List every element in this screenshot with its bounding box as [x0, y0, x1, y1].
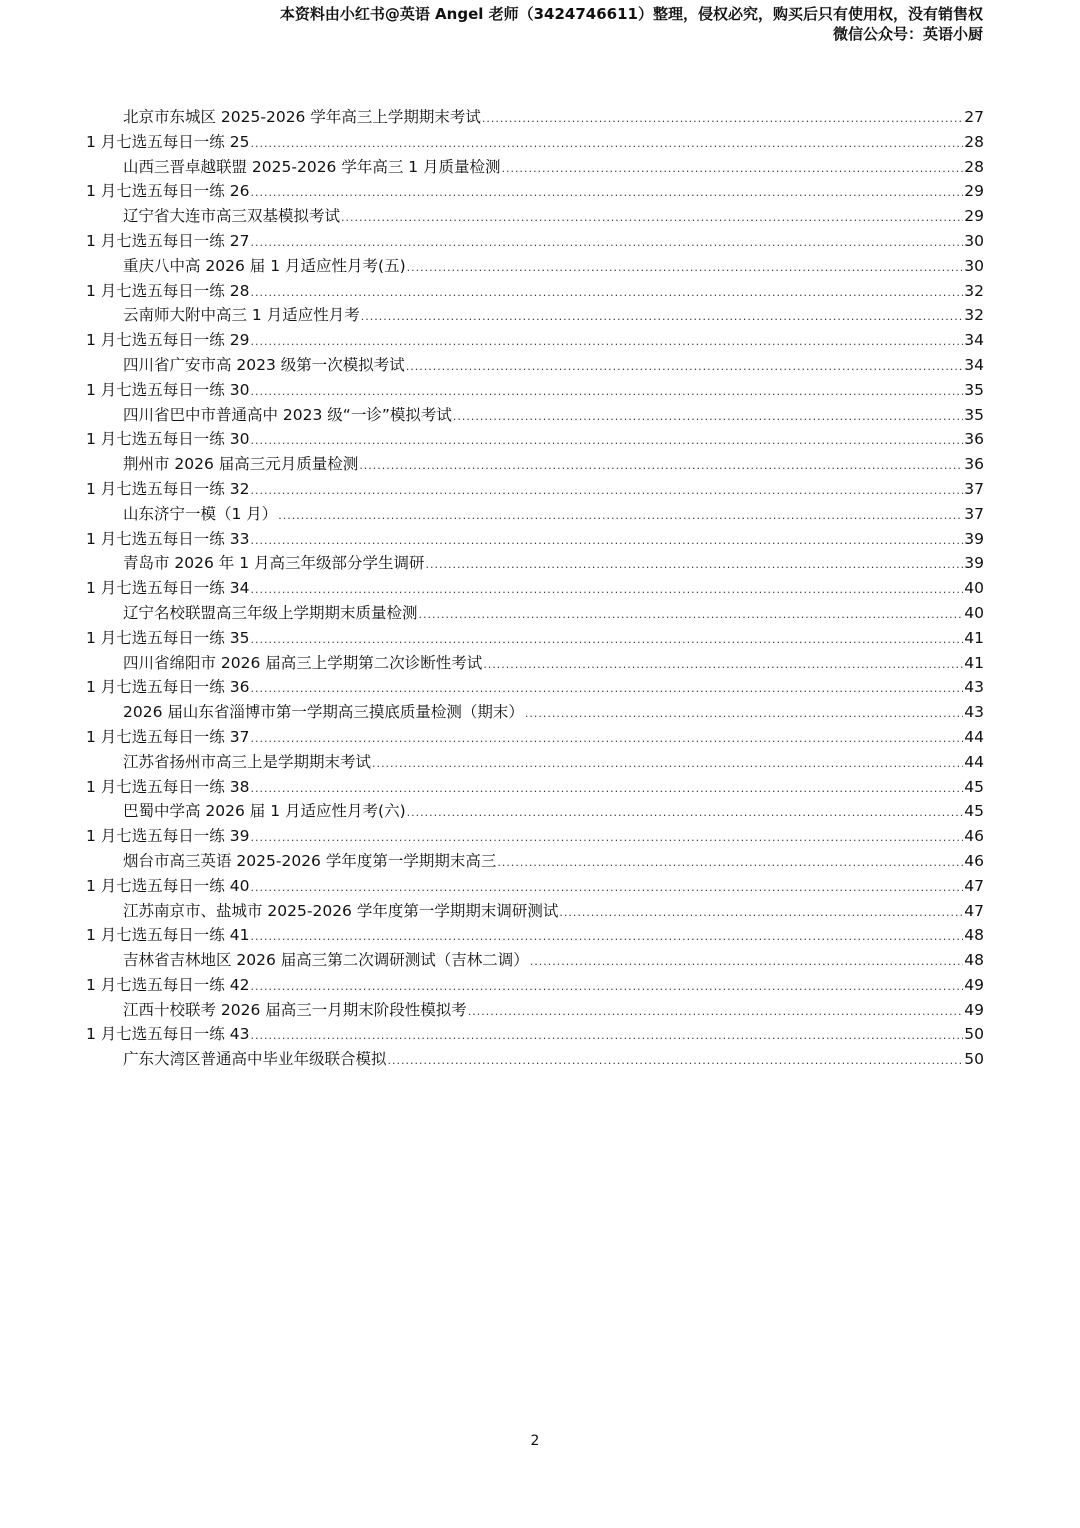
toc-entry-exam[interactable]	[86, 998, 984, 1023]
toc-entry-exam[interactable]	[86, 799, 984, 824]
toc-entry-page: 44	[964, 752, 984, 771]
toc-entry-exam[interactable]	[86, 750, 984, 775]
toc-entry-daily-practice[interactable]	[86, 279, 984, 304]
toc-entry-page: 32	[964, 306, 984, 325]
toc-entry-exam[interactable]	[86, 849, 984, 874]
toc-entry-daily-practice[interactable]	[86, 1022, 984, 1047]
toc-dot-leader	[250, 434, 963, 447]
toc-entry-page: 50	[964, 1050, 984, 1069]
toc-entry-page: 47	[964, 876, 984, 895]
toc-entry-page: 49	[964, 975, 984, 994]
toc-entry-title: 1 月七选五每日一练 30	[86, 380, 250, 399]
toc-entry-title: 1 月七选五每日一练 25	[86, 132, 250, 151]
toc-entry-title: 1 月七选五每日一练 37	[86, 727, 250, 746]
toc-entry-title: 1 月七选五每日一练 32	[86, 479, 250, 498]
toc-entry-page: 43	[964, 703, 984, 722]
toc-entry-page: 46	[964, 851, 984, 870]
toc-entry-page: 35	[964, 380, 984, 399]
toc-dot-leader	[341, 211, 963, 224]
toc-dot-leader	[502, 162, 964, 175]
toc-dot-leader	[407, 261, 964, 274]
toc-dot-leader	[250, 335, 963, 348]
toc-entry-page: 40	[964, 603, 984, 622]
toc-dot-leader	[419, 608, 964, 621]
toc-entry-page: 28	[964, 157, 984, 176]
toc-dot-leader	[388, 1054, 964, 1067]
toc-entry-exam[interactable]	[86, 551, 984, 576]
toc-entry-daily-practice[interactable]	[86, 923, 984, 948]
toc-entry-exam[interactable]	[86, 303, 984, 328]
toc-dot-leader	[525, 707, 963, 720]
toc-dot-leader	[278, 509, 963, 522]
toc-entry-exam[interactable]	[86, 105, 984, 130]
toc-entry-title: 1 月七选五每日一练 34	[86, 579, 250, 598]
toc-dot-leader	[250, 286, 963, 299]
toc-entry-exam[interactable]	[86, 155, 984, 180]
toc-entry-title: 1 月七选五每日一练 40	[86, 876, 250, 895]
toc-entry-title: 巴蜀中学高 2026 届 1 月适应性月考(六)	[123, 802, 406, 821]
toc-entry-daily-practice[interactable]	[86, 378, 984, 403]
toc-entry-exam[interactable]	[86, 899, 984, 924]
toc-entry-page: 28	[964, 132, 984, 151]
toc-dot-leader	[497, 856, 963, 869]
page-header	[280, 4, 983, 44]
toc-dot-leader	[483, 658, 963, 671]
toc-entry-title: 1 月七选五每日一练 35	[86, 628, 250, 647]
toc-entry-daily-practice[interactable]	[86, 477, 984, 502]
toc-dot-leader	[359, 459, 963, 472]
toc-entry-title: 1 月七选五每日一练 43	[86, 1025, 250, 1044]
toc-entry-page: 34	[964, 331, 984, 350]
toc-dot-leader	[250, 831, 963, 844]
toc-entry-daily-practice[interactable]	[86, 874, 984, 899]
toc-entry-page: 30	[964, 256, 984, 275]
toc-entry-title: 广东大湾区普通高中毕业年级联合模拟	[123, 1050, 387, 1069]
toc-entry-daily-practice[interactable]	[86, 527, 984, 552]
toc-entry-daily-practice[interactable]	[86, 725, 984, 750]
toc-entry-page: 36	[964, 455, 984, 474]
toc-entry-page: 45	[964, 777, 984, 796]
toc-entry-title: 1 月七选五每日一练 27	[86, 231, 250, 250]
toc-entry-page: 29	[964, 207, 984, 226]
toc-entry-page: 35	[964, 405, 984, 424]
toc-dot-leader	[361, 310, 964, 323]
toc-entry-page: 37	[964, 504, 984, 523]
table-of-contents	[86, 105, 984, 1072]
toc-entry-daily-practice[interactable]	[86, 675, 984, 700]
toc-dot-leader	[530, 955, 963, 968]
toc-entry-page: 27	[964, 108, 984, 126]
toc-entry-daily-practice[interactable]	[86, 775, 984, 800]
toc-entry-daily-practice[interactable]	[86, 328, 984, 353]
toc-dot-leader	[250, 930, 963, 943]
toc-dot-leader	[426, 558, 964, 571]
toc-entry-title: 1 月七选五每日一练 36	[86, 678, 250, 697]
toc-entry-daily-practice[interactable]	[86, 576, 984, 601]
toc-dot-leader	[250, 186, 963, 199]
toc-entry-daily-practice[interactable]	[86, 427, 984, 452]
toc-entry-title: 山东济宁一模（1 月）	[123, 504, 278, 523]
toc-entry-page: 44	[964, 727, 984, 746]
toc-entry-daily-practice[interactable]	[86, 179, 984, 204]
toc-dot-leader	[453, 410, 963, 423]
toc-entry-title: 2026 届山东省淄博市第一学期高三摸底质量检测（期末）	[123, 703, 524, 722]
toc-entry-title: 江苏省扬州市高三上是学期期末考试	[123, 752, 372, 771]
toc-dot-leader	[559, 906, 963, 919]
toc-entry-page: 30	[964, 231, 984, 250]
toc-entry-page: 48	[964, 951, 984, 970]
toc-dot-leader	[482, 112, 963, 125]
toc-dot-leader	[250, 583, 963, 596]
toc-entry-exam[interactable]	[86, 452, 984, 477]
toc-entry-title: 1 月七选五每日一练 33	[86, 529, 250, 548]
toc-dot-leader	[250, 782, 963, 795]
toc-entry-daily-practice[interactable]	[86, 229, 984, 254]
toc-entry-title: 荆州市 2026 届高三元月质量检测	[123, 455, 359, 474]
toc-entry-exam[interactable]	[86, 601, 984, 626]
toc-entry-title: 辽宁名校联盟高三年级上学期期末质量检测	[123, 603, 418, 622]
toc-entry-daily-practice[interactable]	[86, 130, 984, 155]
toc-entry-title: 1 月七选五每日一练 41	[86, 926, 250, 945]
toc-entry-page: 46	[964, 827, 984, 846]
toc-entry-title: 四川省巴中市普通高中 2023 级“一诊”模拟考试	[123, 405, 452, 424]
toc-entry-title: 四川省绵阳市 2026 届高三上学期第二次诊断性考试	[123, 653, 483, 672]
toc-entry-page: 41	[964, 628, 984, 647]
toc-dot-leader	[250, 236, 963, 249]
toc-entry-title: 1 月七选五每日一练 26	[86, 182, 250, 201]
toc-dot-leader	[250, 1029, 963, 1042]
toc-entry-daily-practice[interactable]	[86, 973, 984, 998]
toc-entry-exam[interactable]	[86, 254, 984, 279]
toc-entry-page: 39	[964, 529, 984, 548]
toc-entry-title: 1 月七选五每日一练 30	[86, 430, 250, 449]
toc-dot-leader	[406, 360, 963, 373]
toc-entry-page: 48	[964, 926, 984, 945]
toc-entry-title: 云南师大附中高三 1 月适应性月考	[123, 306, 360, 325]
toc-entry-page: 43	[964, 678, 984, 697]
toc-entry-page: 36	[964, 430, 984, 449]
toc-dot-leader	[250, 484, 963, 497]
toc-dot-leader	[250, 732, 963, 745]
toc-entry-title: 江苏南京市、盐城市 2025-2026 学年度第一学期期末调研测试	[123, 901, 559, 920]
toc-dot-leader	[407, 806, 964, 819]
toc-entry-exam[interactable]	[86, 353, 984, 378]
toc-entry-title: 重庆八中高 2026 届 1 月适应性月考(五)	[123, 256, 406, 275]
toc-entry-page: 40	[964, 579, 984, 598]
toc-entry-title: 青岛市 2026 年 1 月高三年级部分学生调研	[123, 554, 425, 573]
toc-dot-leader	[250, 682, 963, 695]
toc-entry-title: 吉林省吉林地区 2026 届高三第二次调研测试（吉林二调）	[123, 951, 529, 970]
page-number: 2	[530, 1433, 540, 1449]
toc-dot-leader	[250, 980, 963, 993]
toc-entry-exam[interactable]	[86, 204, 984, 229]
toc-entry-title: 1 月七选五每日一练 39	[86, 827, 250, 846]
toc-entry-page: 49	[964, 1000, 984, 1019]
header-copyright-line: 本资料由小红书@英语 Angel 老师（3424746611）整理，侵权必究，购买后只有使用权，没有销售权	[279, 5, 983, 23]
toc-entry-page: 50	[964, 1025, 984, 1044]
toc-entry-title: 四川省广安市高 2023 级第一次模拟考试	[123, 355, 405, 374]
toc-entry-title: 北京市东城区 2025-2026 学年高三上学期期末考试	[123, 108, 481, 126]
header-wechat-line: 微信公众号：英语小厨	[832, 25, 983, 43]
toc-entry-title: 1 月七选五每日一练 38	[86, 777, 250, 796]
toc-dot-leader	[372, 757, 963, 770]
toc-entry-title: 辽宁省大连市高三双基模拟考试	[123, 207, 341, 226]
toc-entry-title: 1 月七选五每日一练 28	[86, 281, 250, 300]
toc-dot-leader	[250, 385, 963, 398]
toc-entry-page: 29	[964, 182, 984, 201]
toc-entry-exam[interactable]	[86, 502, 984, 527]
toc-entry-page: 34	[964, 355, 984, 374]
toc-entry-title: 1 月七选五每日一练 29	[86, 331, 250, 350]
toc-entry-title: 1 月七选五每日一练 42	[86, 975, 250, 994]
toc-dot-leader	[250, 633, 963, 646]
toc-entry-page: 39	[964, 554, 984, 573]
toc-entry-exam[interactable]	[86, 700, 984, 725]
toc-entry-daily-practice[interactable]	[86, 626, 984, 651]
toc-entry-daily-practice[interactable]	[86, 824, 984, 849]
toc-entry-title: 烟台市高三英语 2025-2026 学年度第一学期期末高三	[123, 851, 497, 870]
toc-dot-leader	[468, 1005, 963, 1018]
toc-entry-title: 山西三晋卓越联盟 2025-2026 学年高三 1 月质量检测	[123, 157, 501, 176]
toc-entry-page: 37	[964, 479, 984, 498]
toc-entry-page: 32	[964, 281, 984, 300]
toc-entry-exam[interactable]	[86, 651, 984, 676]
toc-entry-exam[interactable]	[86, 403, 984, 428]
toc-dot-leader	[250, 881, 963, 894]
toc-entry-title: 江西十校联考 2026 届高三一月期末阶段性模拟考	[123, 1000, 467, 1019]
toc-entry-page: 45	[964, 802, 984, 821]
toc-dot-leader	[250, 137, 963, 150]
toc-entry-exam[interactable]	[86, 1047, 984, 1072]
toc-entry-page: 41	[964, 653, 984, 672]
toc-entry-page: 47	[964, 901, 984, 920]
toc-dot-leader	[250, 534, 963, 547]
toc-entry-exam[interactable]	[86, 948, 984, 973]
